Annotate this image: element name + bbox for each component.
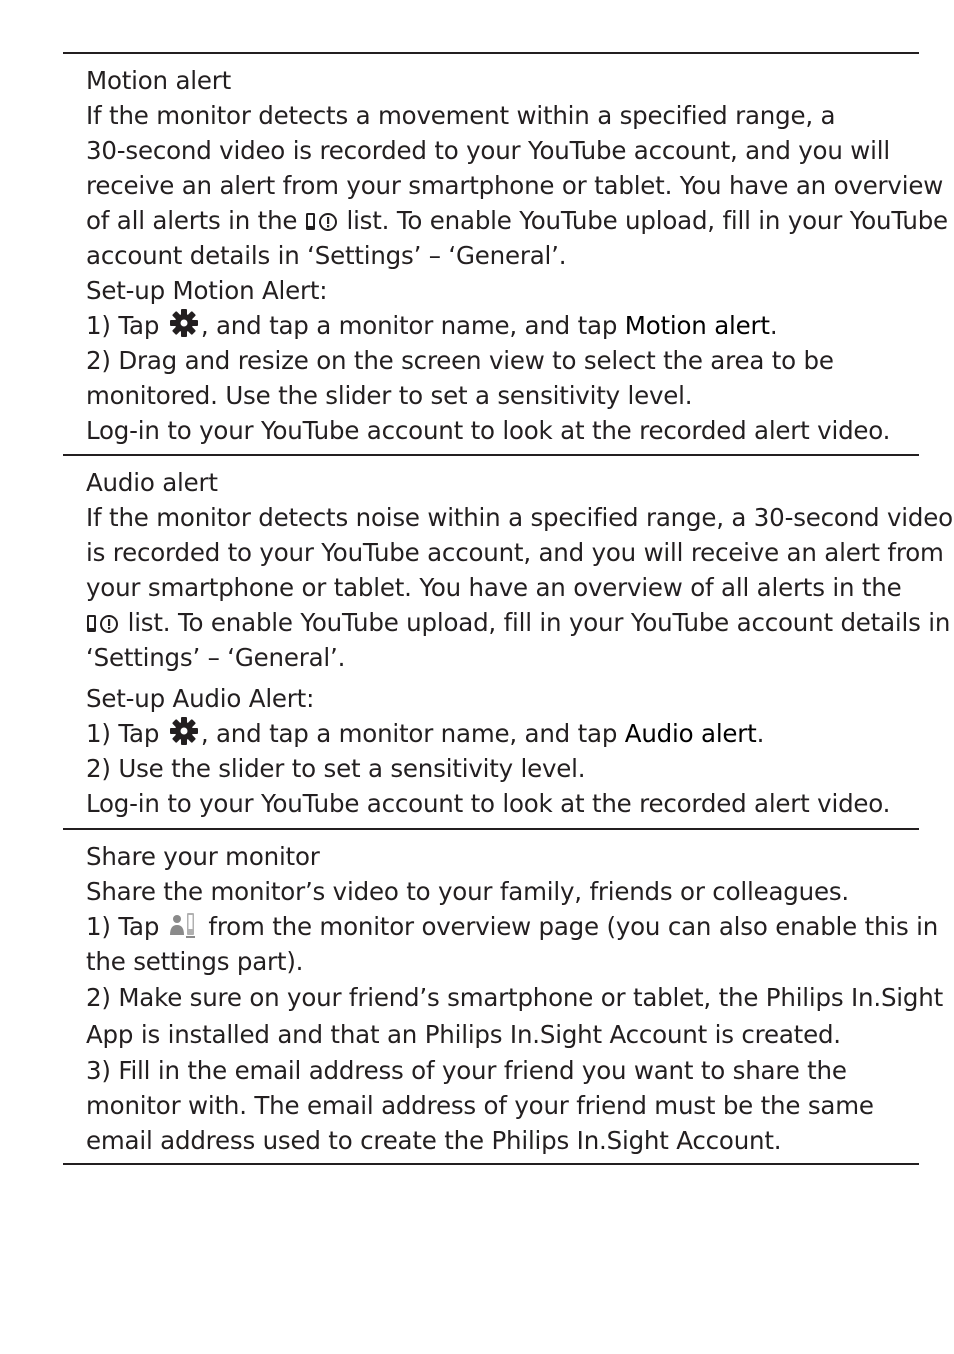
audio-body-line: is recorded to your YouTube account, and you will receive an alert from [86,538,944,567]
share-step-1-post: from the monitor overview page (you can also enable this in [208,912,939,941]
motion-body-line: 30-second video is recorded to your YouTube account, and you will [86,136,890,165]
divider-motion-audio [63,454,919,456]
motion-login-note: Log-in to your YouTube account to look at the recorded alert video. [86,416,891,445]
audio-setup-title: Set-up Audio Alert: [86,684,315,713]
motion-alert-title: Motion alert [86,66,232,95]
motion-body-line: If the monitor detects a movement within a specified range, a [86,101,836,130]
motion-step-1-mid: , and tap a monitor name, and tap [200,311,618,340]
share-intro: Share the monitor’s video to your family, friends or colleagues. [86,877,849,906]
audio-step-1 [86,716,918,751]
audio-login-note: Log-in to your YouTube account to look at the recorded alert video. [86,789,891,818]
share-user-icon [167,911,201,939]
alerts-list-icon [305,211,339,233]
share-step-3-line: 3) Fill in the email address of your friend you want to share the [86,1056,847,1085]
share-step-3-line: monitor with. The email address of your friend must be the same [86,1091,874,1120]
share-step-3-line: email address used to create the Philips In.Sight Account. [86,1126,782,1155]
motion-step-1-pre: 1) Tap [86,311,160,340]
share-step-1-pre: 1) Tap [86,912,160,941]
share-step-1-line-2: the settings part). [86,947,304,976]
share-step-1 [86,909,939,944]
audio-alert-menu-label: Audio alert [624,719,757,748]
divider-bottom [63,1163,919,1165]
audio-body-text: list. To enable YouTube upload, fill in your YouTube account details in [127,608,951,637]
share-monitor-section [86,839,944,1158]
motion-body-text: list. To enable YouTube upload, fill in your YouTube [346,206,948,235]
share-title: Share your monitor [86,842,320,871]
audio-alert-title: Audio alert [86,468,218,497]
audio-step-2: 2) Use the slider to set a sensitivity level. [86,754,586,783]
audio-alert-section [86,465,953,821]
audio-body-line: ‘Settings’ – ‘General’. [86,643,346,672]
motion-step-1-end: . [769,311,778,340]
divider-audio-share [63,828,919,830]
gear-icon [167,308,201,338]
motion-setup-title: Set-up Motion Alert: [86,276,328,305]
motion-body-line: receive an alert from your smartphone or tablet. You have an overview [86,171,944,200]
share-step-2-line: 2) Make sure on your friend’s smartphone or tablet, the Philips In.Sight [86,983,944,1012]
gear-icon [167,716,201,746]
divider-top [63,52,919,54]
motion-step-2-line: 2) Drag and resize on the screen view to select the area to be [86,346,834,375]
motion-body-line: account details in ‘Settings’ – ‘General’. [86,241,567,270]
motion-body-line [86,203,948,238]
audio-step-1-mid: , and tap a monitor name, and tap [200,719,618,748]
audio-body-line: your smartphone or tablet. You have an overview of all alerts in the [86,573,902,602]
audio-step-1-pre: 1) Tap [86,719,160,748]
motion-alert-menu-label: Motion alert [624,311,770,340]
motion-alert-section [86,63,948,448]
audio-step-1-end: . [756,719,765,748]
share-step-2-line: App is installed and that an Philips In.Sight Account is created. [86,1020,841,1049]
audio-body-line [86,605,951,640]
motion-body-text: of all alerts in the [86,206,298,235]
motion-step-2-line: monitored. Use the slider to set a sensitivity level. [86,381,693,410]
alerts-list-icon [86,613,120,635]
motion-step-1 [86,308,918,343]
audio-body-line: If the monitor detects noise within a specified range, a 30-second video [86,503,953,532]
